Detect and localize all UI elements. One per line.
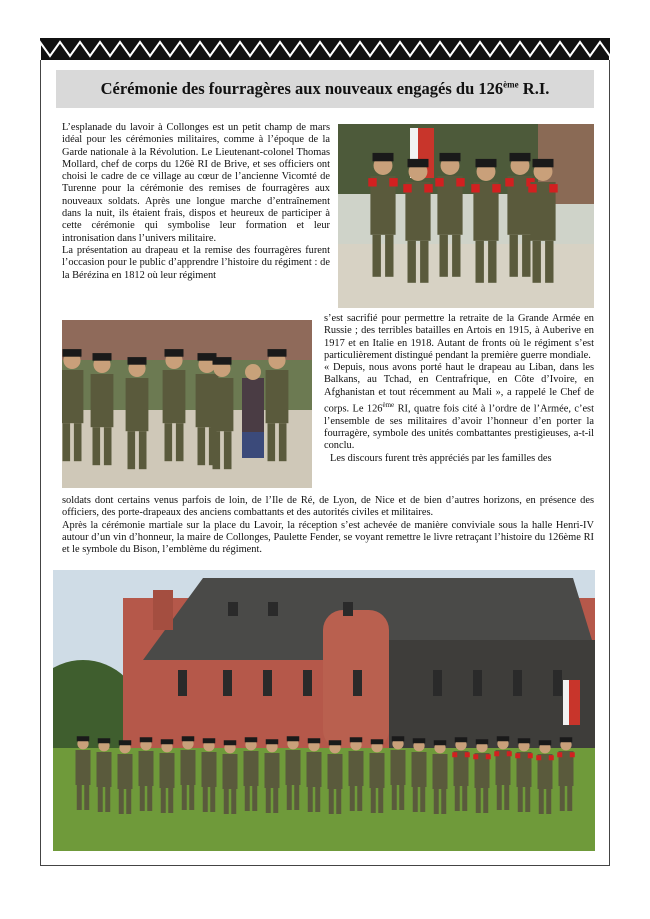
decorative-border [40, 38, 610, 60]
paragraph-families-start: Les discours furent très appréciés par les familles des [330, 452, 552, 464]
article-full-width [62, 495, 594, 556]
paragraph-history: La présentation au drapeau et la remise des fourragères furent l’occasion pour le public d’apprendre l’histoire du régiment : de la Bérézina en 1812 où leur régiment [62, 244, 330, 281]
article-column-intro [62, 122, 330, 282]
paragraph-battles: s’est sacrifié pour permettre la retraite de la Grande Armée en Russie ; des terribles batailles en Artois en 1915, à Auberive en 1917 et en Italie en 1918. Autant de fronts où le régiment s’est particulièrement distingué pendant la première guerre mondiale. [324, 313, 594, 361]
page-title: Cérémonie des fourragères aux nouveaux engagés du 126ème R.I. [100, 79, 550, 98]
fourragere-ceremony-photo [62, 320, 312, 488]
paragraph-intro: L’esplanade du lavoir à Collonges est un petit champ de mars idéal pour les cérémonies militaires, comme à l’époque de la Garde nationale à la Révolution. Le Lieutenant-colonel Thomas Mollard, chef de corps du 126è RI de Brive, et ses officiers ont choisi le cadre de ce village au cœur de l’ancienne Vicomté de Turenne pour la cérémonie des remises de fourragères aux nouveaux soldats. Après une longue marche d’entraînement dans la nuit, ils étaient frais, dispos et heureux de participer à cette cérémonie qui symbolise leur formation et leur intronisation dans l’univers militaire. [62, 122, 330, 244]
title-banner [56, 70, 594, 108]
castle-troops-photo [53, 570, 595, 851]
soldiers-marching-with-flag-photo [338, 124, 594, 308]
paragraph-families: soldats dont certains venus parfois de loin, de l’Ile de Ré, de Lyon, de Nice et de bien d’autres horizons, en présence des officiers, des porte-drapeaux des anciens combattants et des autorités civiles et militaires. [62, 495, 594, 519]
paragraph-reception: Après la cérémonie martiale sur la place du Lavoir, la réception s’est achevée de manière conviviale sous la halle Henri-IV autour d’un vin d’honneur, la maire de Collonges, Paulette Fender, se voyant remettre le livre retraçant l’histoire du 126ème RI et le symbole du Bison, l’emblème du régiment. [62, 519, 594, 556]
paragraph-quote: « Depuis, nous avons porté haut le drapeau au Liban, dans les Balkans, au Tchad, en Centrafrique, en Côte d’Ivoire, en Afghanistan et tout récemment au Mali », a rappelé le Chef de corps. Le 126ème RI, quatre fois cité à l’ordre de l’Armée, c’est l’ensemble de ses militaires d’avoir l’honneur d’en porter la fourragère, symbole des unités combattantes prestigieuses, a-t-il conclu. [324, 362, 594, 452]
article-column-right [324, 313, 594, 465]
